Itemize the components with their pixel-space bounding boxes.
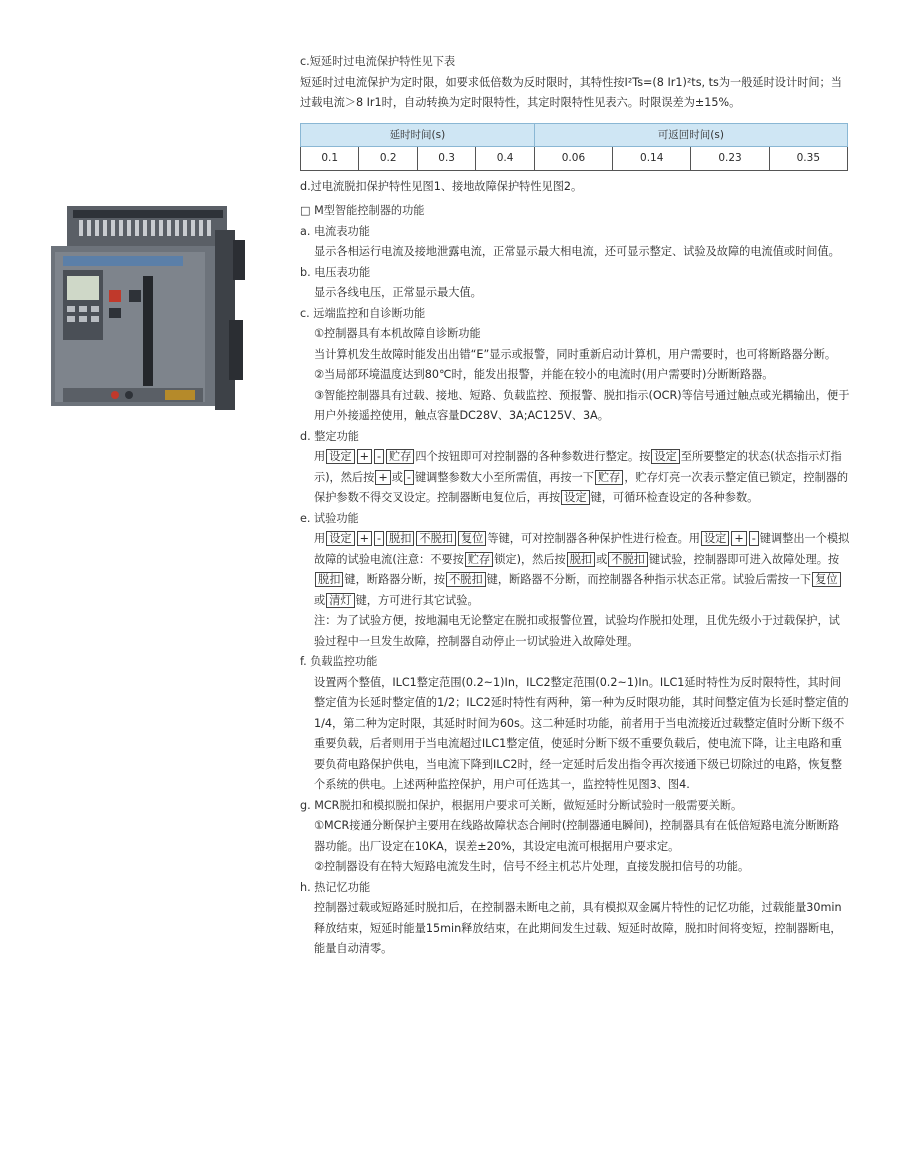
return-cell: 0.14: [613, 147, 691, 171]
key-set: 设定: [326, 531, 354, 546]
key-store: 贮存: [465, 552, 493, 567]
key-reset: 复位: [812, 572, 840, 587]
h-text: 控制器过载或短路延时脱扣后，在控制器未断电之前，具有模拟双金属片特性的记忆功能，过载能量30min释放结束，短延时能量15min释放结束，在此期间发生过载、短延时故障，脱扣时间将变短，控制器断电，能量自动清零。: [314, 901, 842, 955]
f-text: 设置两个整值，ILC1整定范围(0.2~1)In，ILC2整定范围(0.2~1)In。ILC1延时特性为反时限特性，其时间整定值为长延时整定值的1/2；ILC2延时特性有两种，第一种为反时限功能，其时间整定值为长延时整定值的1/4，第二种为定时限，其延时时间为60s。这二种延时功能，前者用于当电流接近过载整定值时分断下级不重要负载，后者则用于当电流超过ILC1整定值，使延时分断下级不重要负载后，使电流下降，让主电路和重要负荷电路保护供电，当电流下降到ILC2时，经一定延时后发出指令再次接通下级已切除过的电路，恢复整个系统的供电。上述两种监控保护，用户可任选其一，监控特性见图3、图4.: [314, 675, 849, 791]
g-title: g. MCR脱扣和模拟脱扣保护，根据用户要求可关断，做短延时分断试验时一般需要关断。: [300, 798, 743, 812]
return-cell: 0.35: [769, 147, 847, 171]
d-line: d.过电流脱扣保护特性见图1、接地故障保护特性见图2。: [300, 179, 583, 193]
return-cell: 0.06: [534, 147, 612, 171]
key-minus: -: [749, 531, 759, 546]
e-text: 用 设定 + - 脱扣 不脱扣 复位 等键，可对控制器各种保护性进行检查。用 设定 + - 键调整出一个模拟故障的试验电流(注意：不要按 贮存 锁定)，然后按 脱扣 或 不脱扣 键试验，控制器即可进入故障处理。按脱扣 键，断路器分断，按 不脱扣 键，断路器不分断，而控制器各种指示状态正常。试验后需按一下 复位或 清灯 键，方可进行其它试验。: [314, 532, 850, 607]
key-plus: +: [375, 470, 390, 485]
c2-item-2: ②当局部环境温度达到80℃时，能发出报警，并能在较小的电流时(用户需要时)分断断路器。: [314, 368, 774, 381]
key-trip: 脱扣: [315, 572, 343, 587]
delay-cell: 0.3: [417, 147, 475, 171]
key-trip: 脱扣: [567, 552, 595, 567]
key-set: 设定: [651, 449, 679, 464]
d2-text: 用 设定 + - 贮存 四个按钮即可对控制器的各种参数进行整定。按 设定 至所要整定的状态(状态指示灯指示)，然后按 + 或 - 键调整参数大小至所需值，再按一下 贮存 ，贮存灯亮一次表示整定值已锁定，控制器的保护参数不得交叉设定。控制器断电复位后，再按 设定 键，可循环检查设定的各种参数。: [314, 450, 849, 504]
c-heading: c.短延时过电流保护特性见下表: [300, 55, 456, 68]
c2-item-1: ①控制器具有本机故障自诊断功能: [314, 327, 481, 340]
short-delay-table: [300, 123, 848, 171]
a-title: a. 电流表功能: [300, 224, 370, 238]
key-plus: +: [357, 531, 372, 546]
c2-title: c. 远端监控和自诊断功能: [300, 306, 426, 320]
b-title: b. 电压表功能: [300, 265, 371, 279]
table-header-delay: 延时时间(s): [301, 123, 535, 147]
d2-title: d. 整定功能: [300, 429, 359, 443]
e-note: 注：为了试验方便，按地漏电无论整定在脱扣或报警位置，试验均作脱扣处理，且优先级小于过载保护，试验过程中一旦发生故障，控制器自动停止一切试验进入故障处理。: [314, 614, 840, 648]
c-para: 短延时过电流保护为定时限，如要求低倍数为反时限时，其特性按I²Ts=(8 Ir1)²ts, ts为一般延时设计时间；当过载电流＞8 Ir1时，自动转换为定时限特性，其定时限特性见表六。时限误差为±15%。: [300, 75, 842, 109]
key-set: 设定: [561, 490, 589, 505]
c2-item-3: ③智能控制器具有过载、接地、短路、负载监控、预报警、脱扣指示(OCR)等信号通过触点或光耦输出，便于用户外接遥控使用，触点容量DC28V、3A;AC125V、3A。: [314, 388, 850, 422]
e-title: e. 试验功能: [300, 511, 359, 525]
f-title: f. 负载监控功能: [300, 655, 378, 668]
delay-cell: 0.1: [301, 147, 359, 171]
key-minus: -: [374, 531, 384, 546]
circuit-breaker-image: [45, 200, 250, 418]
b-text: 显示各线电压，正常显示最大值。: [314, 286, 482, 299]
key-notrip: 不脱扣: [608, 552, 648, 567]
key-minus: -: [374, 449, 384, 464]
key-store: 贮存: [386, 449, 414, 464]
table-header-return: 可返回时间(s): [534, 123, 847, 147]
a-text: 显示各相运行电流及接地泄露电流，正常显示最大相电流，还可显示整定、试验及故障的电流值或时间值。: [314, 245, 840, 258]
return-cell: 0.23: [691, 147, 769, 171]
key-reset: 复位: [458, 531, 486, 546]
key-trip: 脱扣: [386, 531, 414, 546]
m-heading: □ M型智能控制器的功能: [300, 204, 425, 217]
key-notrip: 不脱扣: [416, 531, 456, 546]
key-clear: 清灯: [326, 593, 354, 608]
g-item-2: ②控制器设有在特大短路电流发生时，信号不经主机芯片处理，直接发脱扣信号的功能。: [314, 860, 750, 873]
key-plus: +: [731, 531, 746, 546]
delay-cell: 0.4: [476, 147, 534, 171]
spec-content: [300, 52, 850, 960]
key-set: 设定: [326, 449, 354, 464]
delay-cell: 0.2: [359, 147, 417, 171]
key-minus: -: [404, 470, 414, 485]
key-store: 贮存: [595, 470, 623, 485]
g-item-1: ①MCR接通分断保护主要用在线路故障状态合闸时(控制器通电瞬间)，控制器具有在低倍短路电流分断断路器功能。出厂设定在10KA，误差±20%，其设定电流可根据用户要求定。: [314, 819, 840, 853]
key-set: 设定: [701, 531, 729, 546]
c2-item-1-detail: 当计算机发生故障时能发出出错“E”显示或报警，同时重新启动计算机，用户需要时，也可将断路器分断。: [314, 347, 837, 361]
key-plus: +: [357, 449, 372, 464]
key-notrip: 不脱扣: [446, 572, 486, 587]
h-title: h. 热记忆功能: [300, 880, 371, 894]
